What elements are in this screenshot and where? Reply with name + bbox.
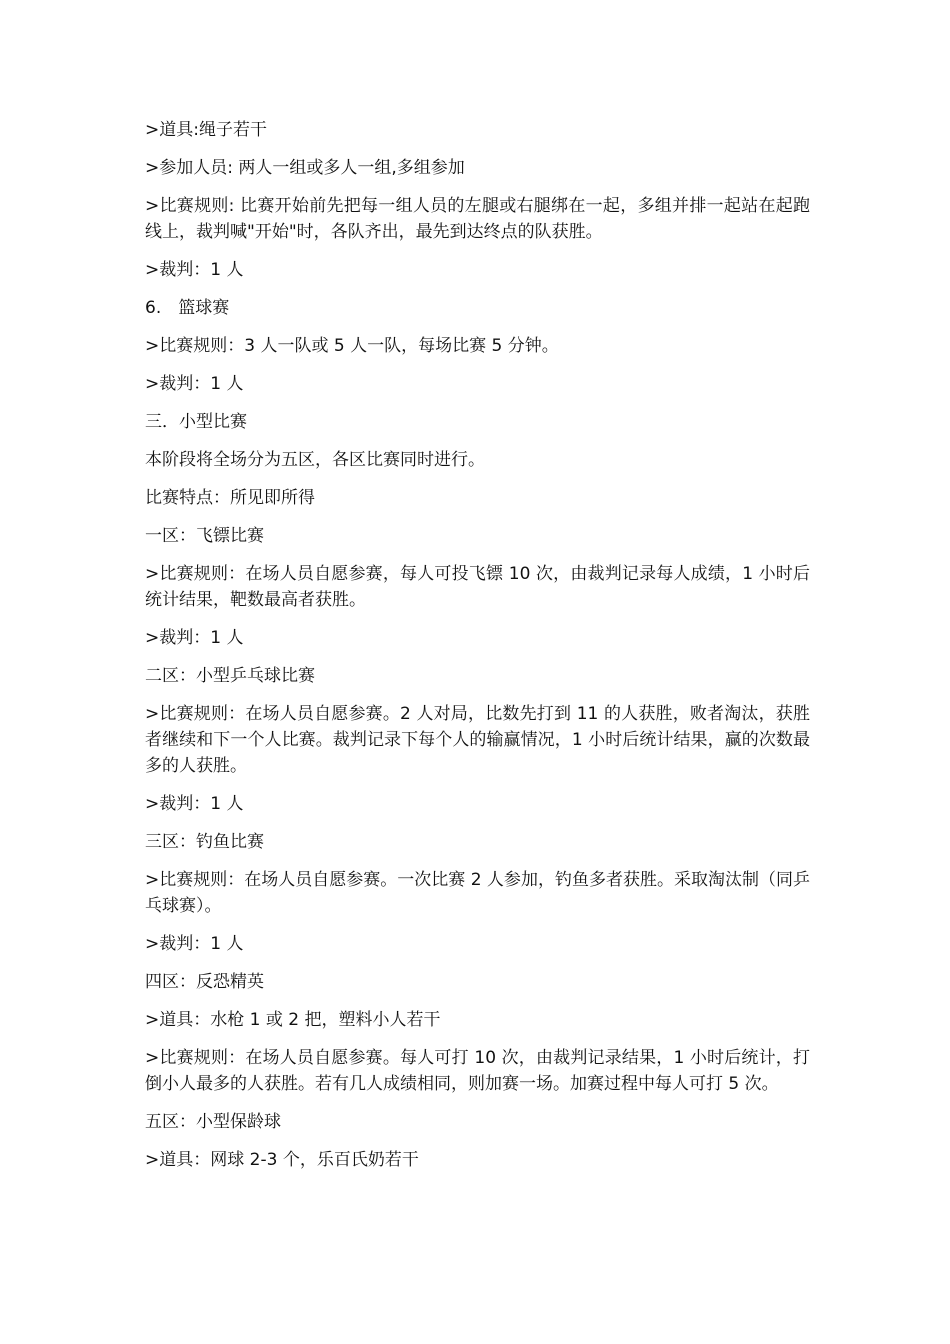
paragraph-darts-rules: >比赛规则：在场人员自愿参赛，每人可投飞镖 10 次，由裁判记录每人成绩，1 小时后统计结果，靶数最高者获胜。 <box>145 564 810 610</box>
heading-zone-3-fishing: 三区：钓鱼比赛 <box>145 832 264 852</box>
heading-zone-1-darts: 一区：飞镖比赛 <box>145 526 264 546</box>
paragraph-referee: >裁判：1 人 <box>145 374 244 394</box>
document-body <box>145 117 810 1185</box>
paragraph-referee: >裁判：1 人 <box>145 794 244 814</box>
paragraph-three-legged-rules: >比赛规则: 比赛开始前先把每一组人员的左腿或右腿绑在一起，多组并排一起站在起跑线上，裁判喊"开始"时，各队齐出，最先到达终点的队获胜。 <box>145 196 810 242</box>
paragraph-basketball-rules: >比赛规则：3 人一队或 5 人一队，每场比赛 5 分钟。 <box>145 336 559 356</box>
paragraph-referee: >裁判：1 人 <box>145 628 244 648</box>
paragraph-props-rope: >道具:绳子若干 <box>145 120 267 140</box>
heading-zone-2-pingpong: 二区：小型乒乓球比赛 <box>145 666 315 686</box>
heading-zone-4-counter-strike: 四区：反恐精英 <box>145 972 264 992</box>
paragraph-props-water-gun: >道具：水枪 1 或 2 把，塑料小人若干 <box>145 1010 441 1030</box>
paragraph-counter-strike-rules: >比赛规则：在场人员自愿参赛。每人可打 10 次，由裁判记录结果，1 小时后统计，打倒小人最多的人获胜。若有几人成绩相同，则加赛一场。加赛过程中每人可打 5 次。 <box>145 1048 810 1094</box>
paragraph-features: 比赛特点：所见即所得 <box>145 488 315 508</box>
paragraph-referee: >裁判：1 人 <box>145 934 244 954</box>
paragraph-fishing-rules: >比赛规则：在场人员自愿参赛。一次比赛 2 人参加，钓鱼多者获胜。采取淘汰制（同乒乓球赛）。 <box>145 870 810 916</box>
paragraph-props-tennis-balls: >道具：网球 2-3 个，乐百氏奶若干 <box>145 1150 419 1170</box>
heading-basketball: 6. 篮球赛 <box>145 298 230 318</box>
paragraph-participants: >参加人员: 两人一组或多人一组,多组参加 <box>145 158 465 178</box>
paragraph-referee: >裁判：1 人 <box>145 260 244 280</box>
heading-small-games: 三．小型比赛 <box>145 412 247 432</box>
heading-zone-5-bowling: 五区：小型保龄球 <box>145 1112 281 1132</box>
paragraph-pingpong-rules: >比赛规则：在场人员自愿参赛。2 人对局，比数先打到 11 的人获胜，败者淘汰，获胜者继续和下一个人比赛。裁判记录下每个人的输赢情况，1 小时后统计结果，赢的次数最多的人获胜。 <box>145 704 810 776</box>
paragraph-zones-intro: 本阶段将全场分为五区，各区比赛同时进行。 <box>145 450 485 470</box>
